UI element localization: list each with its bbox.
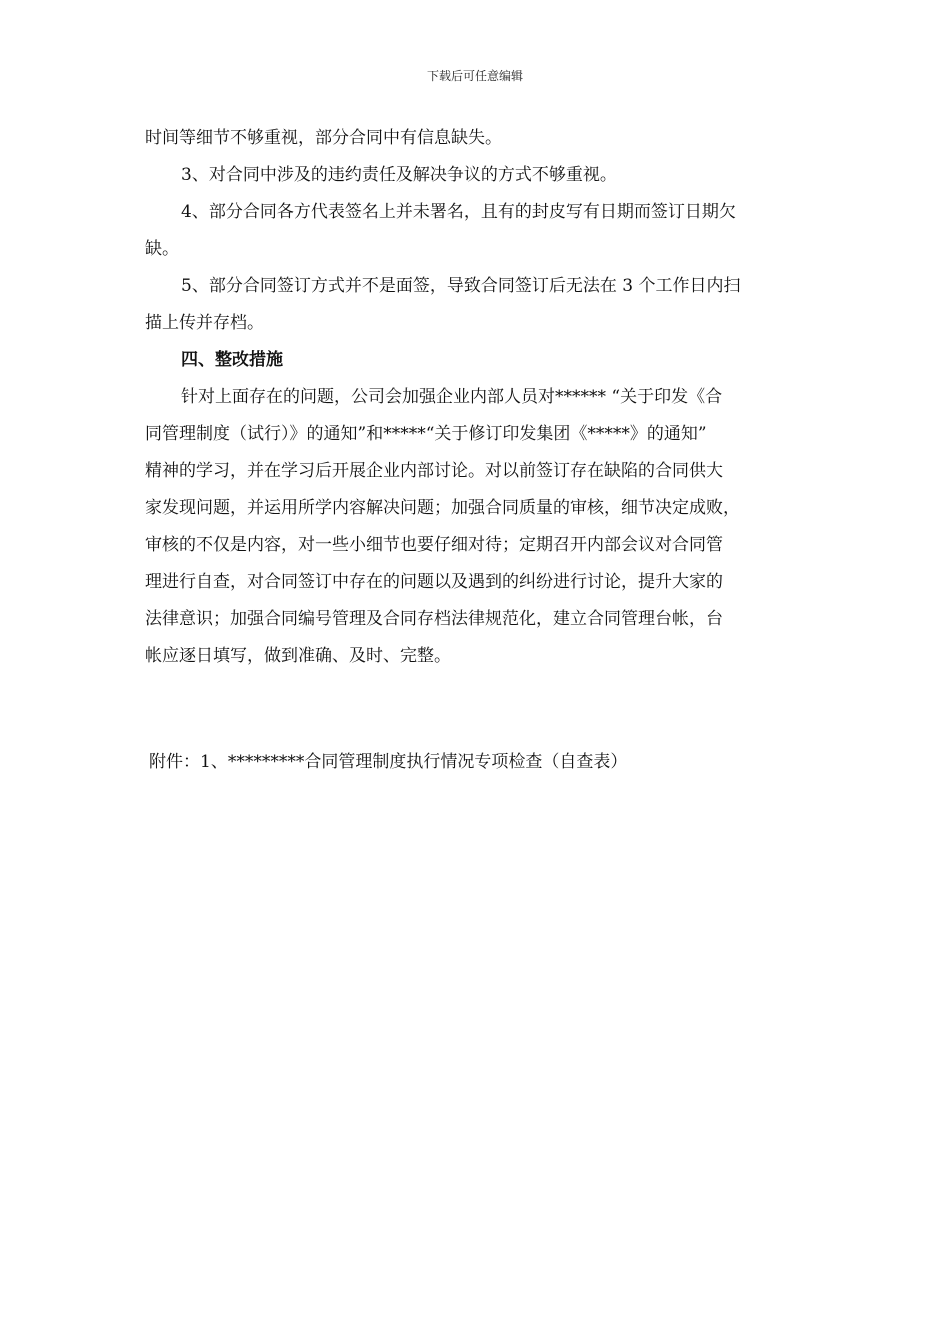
header-note: 下载后可任意编辑 [426,69,523,83]
body-line: 时间等细节不够重视，部分合同中有信息缺失。 [145,128,502,148]
list-item-3: 3、对合同中涉及的违约责任及解决争议的方式不够重视。 [181,165,617,185]
paragraph-line: 审核的不仅是内容，对一些小细节也要仔细对待；定期召开内部会议对合同管 [145,535,723,555]
paragraph-line: 精神的学习，并在学习后开展企业内部讨论。对以前签订存在缺陷的合同供大 [145,461,723,481]
body-line: 缺。 [145,239,179,259]
body-line: 描上传并存档。 [145,313,264,333]
paragraph-line: 家发现问题，并运用所学内容解决问题；加强合同质量的审核，细节决定成败， [145,498,740,518]
attachment-note: 附件：1、*********合同管理制度执行情况专项检查（自查表） [149,752,628,772]
document-body [145,120,815,675]
list-item-5: 5、部分合同签订方式并不是面签，导致合同签订后无法在 3 个工作日内扫 [181,276,741,296]
paragraph-line: 同管理制度（试行）》的通知”和*****“关于修订印发集团《*****》的通知” [145,424,707,444]
paragraph-line: 理进行自查，对合同签订中存在的问题以及遇到的纠纷进行讨论，提升大家的 [145,572,723,592]
list-item-4: 4、部分合同各方代表签名上并未署名，且有的封皮写有日期而签订日期欠 [181,202,736,222]
paragraph-line: 帐应逐日填写，做到准确、及时、完整。 [145,646,451,666]
paragraph-line: 法律意识；加强合同编号管理及合同存档法律规范化，建立合同管理台帐，台 [145,609,723,629]
paragraph-line: 针对上面存在的问题，公司会加强企业内部人员对****** “关于印发《合 [181,387,723,407]
section-heading: 四、整改措施 [181,350,283,370]
